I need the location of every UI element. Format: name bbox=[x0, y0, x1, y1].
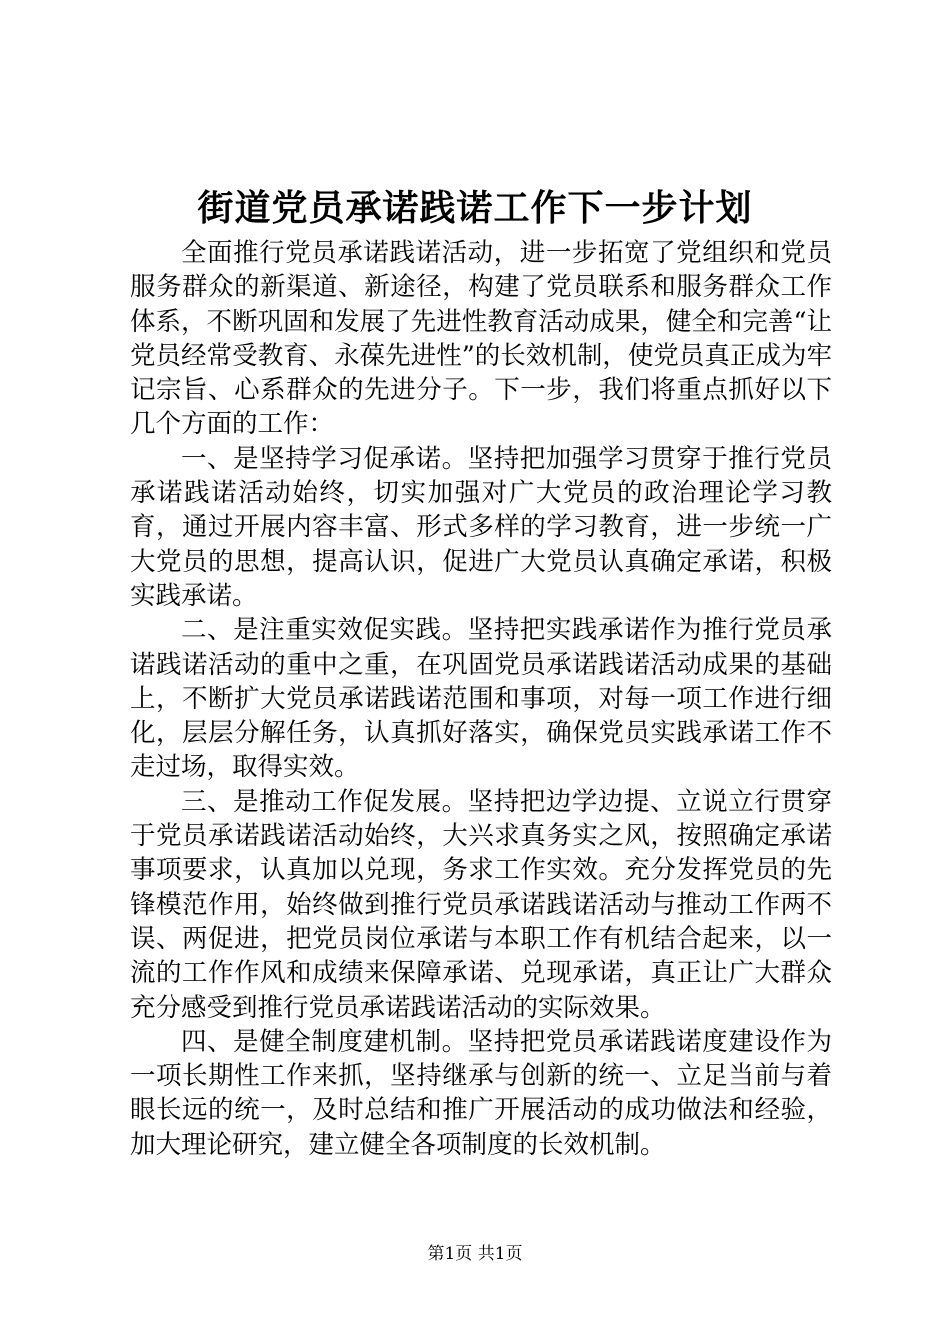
document-title: 街道党员承诺践诺工作下一步计划 bbox=[197, 187, 753, 229]
section-two-paragraph: 二、是注重实效促实践。坚持把实践承诺作为推行党员承诺践诺活动的重中之重，在巩固党员承诺践诺活动成果的基础上，不断扩大党员承诺践诺范围和事项，对每一项工作进行细化，层层分解任务，认真抓好落实，确保党员实践承诺工作不走过场，取得实效。 bbox=[130, 615, 832, 783]
section-four-paragraph: 四、是健全制度建机制。坚持把党员承诺践诺度建设作为一项长期性工作来抓，坚持继承与创新的统一、立足当前与着眼长远的统一，及时总结和推广开展活动的成功做法和经验，加大理论研究，建立健全各项制度的长效机制。 bbox=[130, 1026, 832, 1160]
document-body bbox=[130, 236, 832, 1162]
section-one-paragraph: 一、是坚持学习促承诺。坚持把加强学习贯穿于推行党员承诺践诺活动始终，切实加强对广大党员的政治理论学习教育，通过开展内容丰富、形式多样的学习教育，进一步统一广大党员的思想，提高认识，促进广大党员认真确定承诺，积极实践承诺。 bbox=[130, 443, 832, 611]
section-three-paragraph: 三、是推动工作促发展。坚持把边学边提、立说立行贯穿于党员承诺践诺活动始终，大兴求真务实之风，按照确定承诺事项要求，认真加以兑现，务求工作实效。充分发挥党员的先锋模范作用，始终做到推行党员承诺践诺活动与推动工作两不误、两促进，把党员岗位承诺与本职工作有机结合起来，以一流的工作作风和成绩来保障承诺、兑现承诺，真正让广大群众充分感受到推行党员承诺践诺活动的实际效果。 bbox=[130, 786, 832, 1023]
page-number-footer: 第1页 共1页 bbox=[427, 1244, 523, 1264]
intro-paragraph: 全面推行党员承诺践诺活动，进一步拓宽了党组织和党员服务群众的新渠道、新途径，构建了党员联系和服务群众工作体系，不断巩固和发展了先进性教育活动成果，健全和完善“让党员经常受教育、永葆先进性”的长效机制，使党员真正成为牢记宗旨、心系群众的先进分子。下一步，我们将重点抓好以下几个方面的工作： bbox=[130, 238, 832, 440]
